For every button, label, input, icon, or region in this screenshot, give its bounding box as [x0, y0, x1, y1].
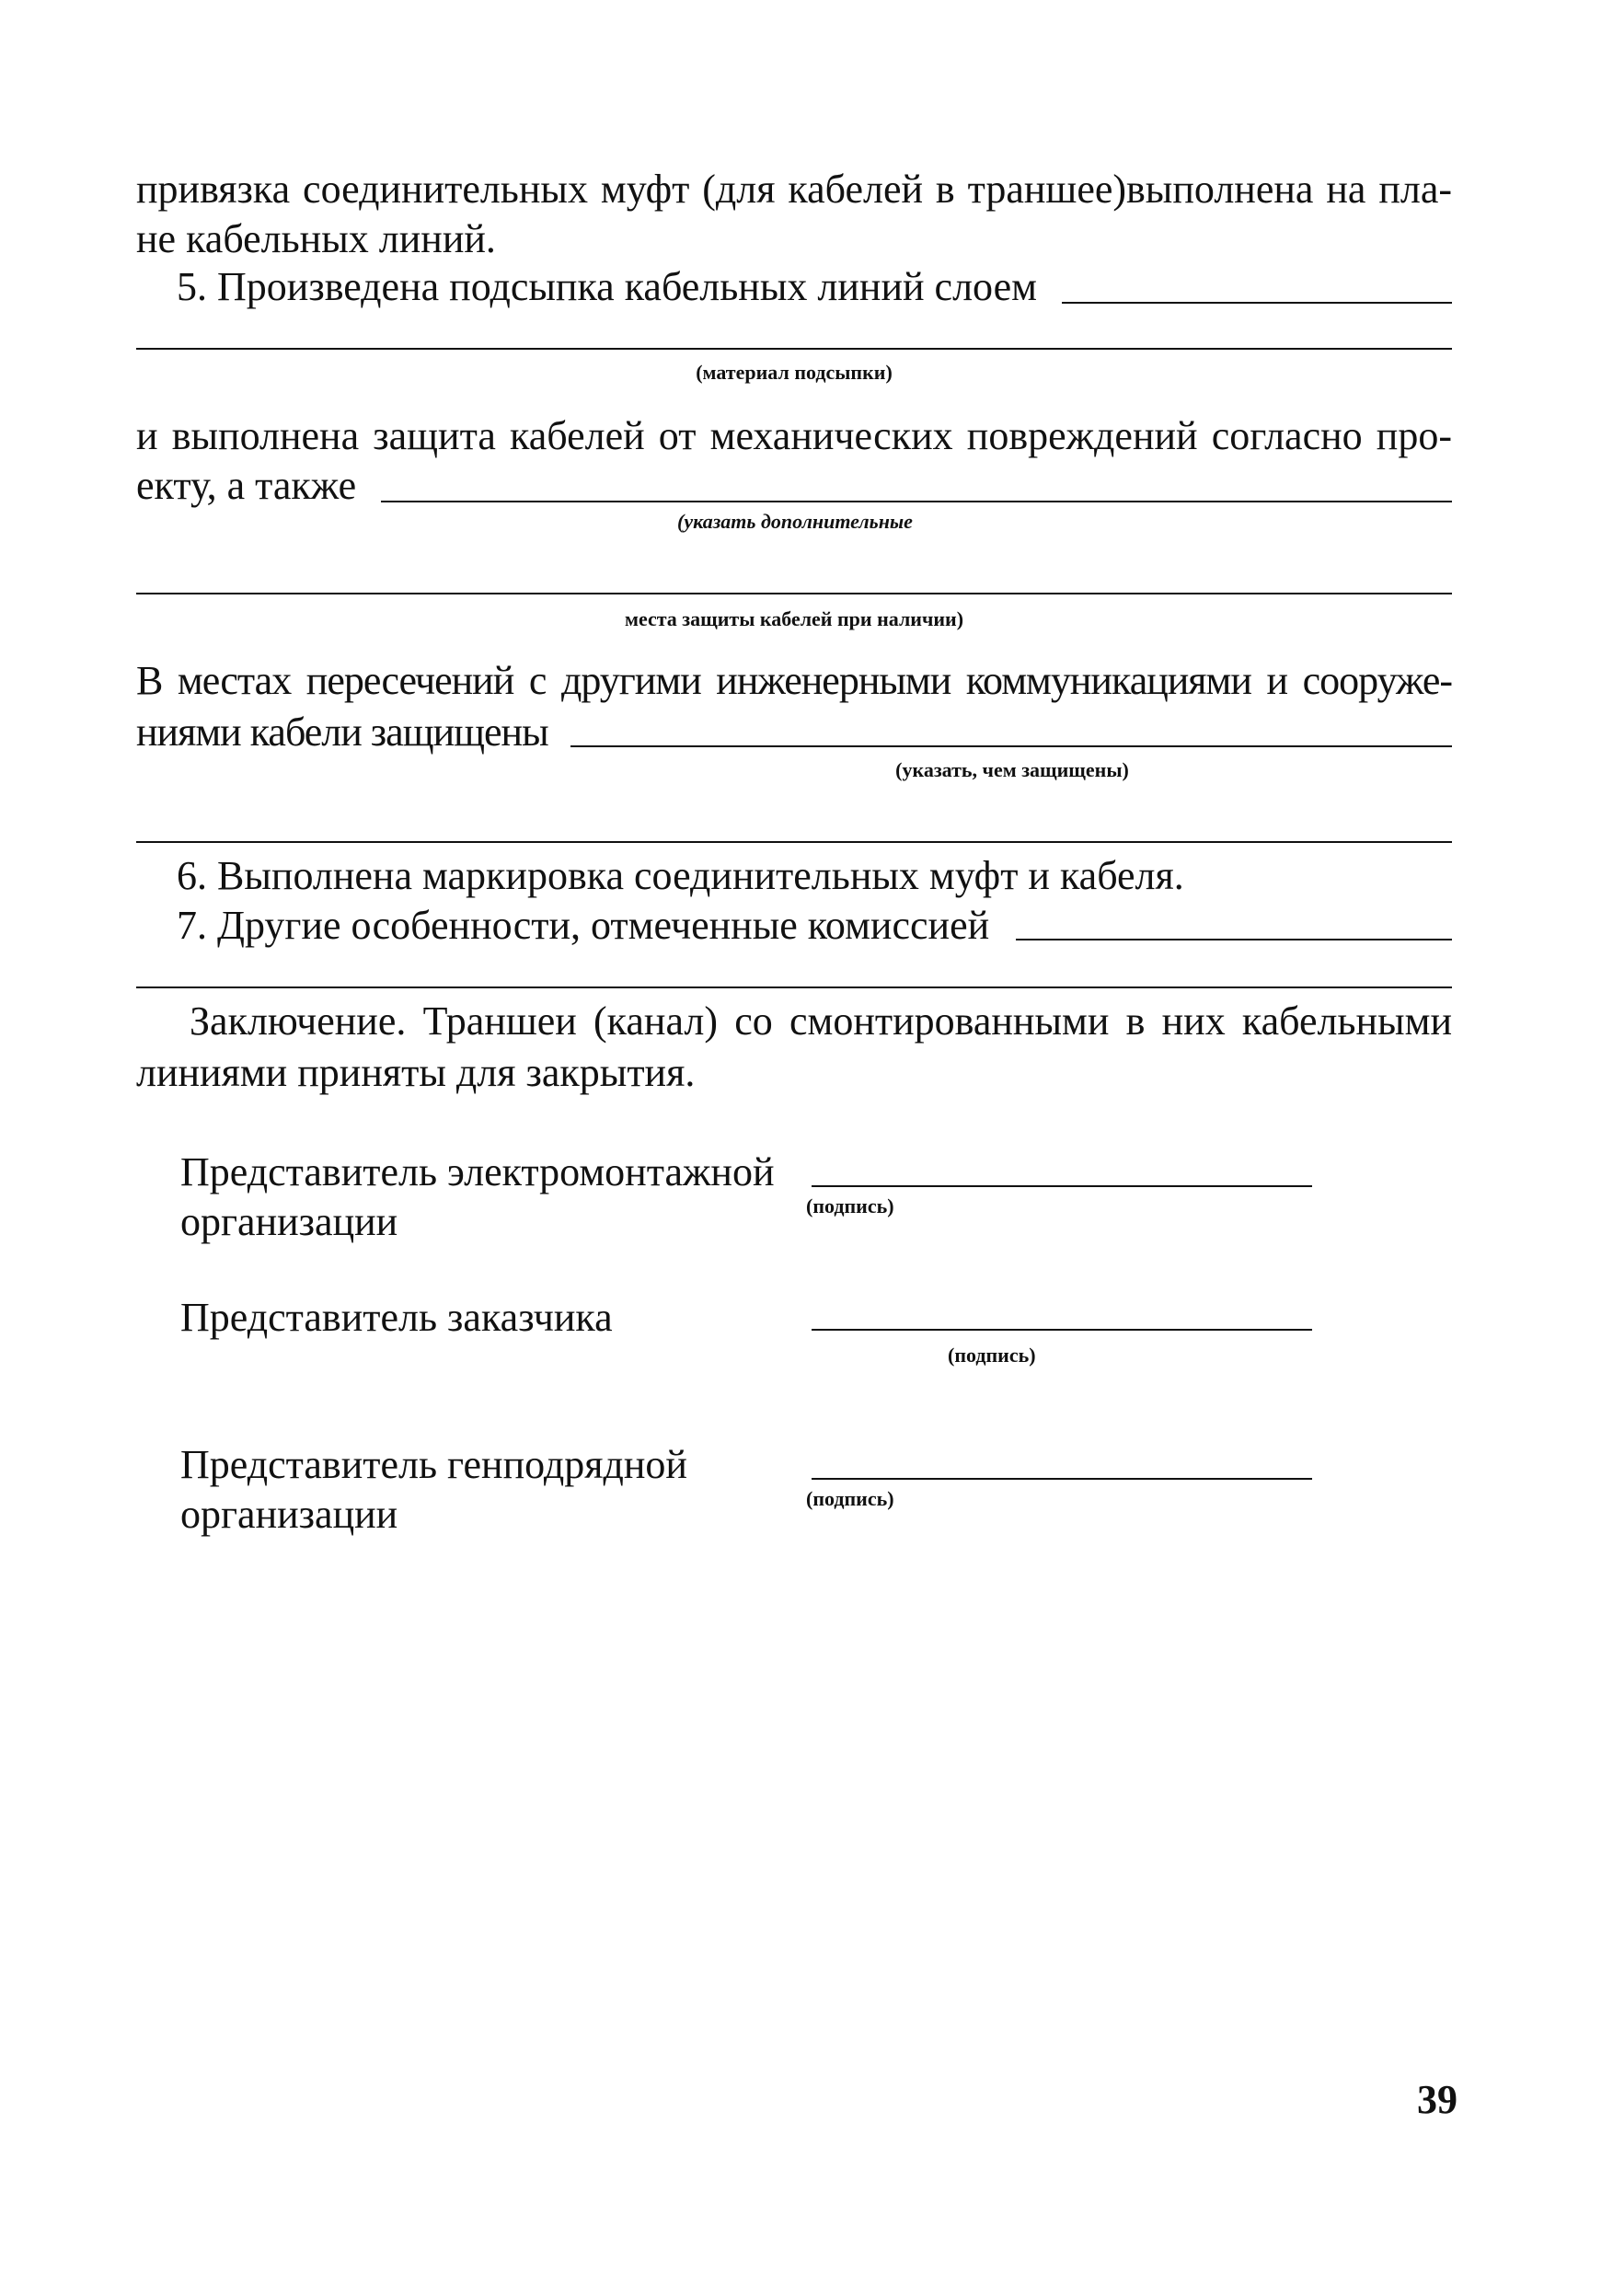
crossing-line-2: ниями кабели защищены [136, 710, 548, 755]
signature-2-role: Представитель заказчика [180, 1295, 613, 1340]
protection-line-1: и выполнена защита кабелей от механических повреждений согласно про- [136, 413, 1452, 458]
signature-1-role-line2: организации [180, 1199, 398, 1244]
item7-text: 7. Другие особенности, отмеченные комиссией [177, 903, 990, 948]
additional-fill-line [381, 501, 1452, 502]
signature-1-line [812, 1185, 1312, 1187]
item7-fill-line [1016, 939, 1452, 940]
places-fill-line [136, 593, 1452, 594]
conclusion-line-1: Заключение. Траншеи (канал) со смонтированными в них кабельными [190, 998, 1452, 1044]
signature-2-line [812, 1329, 1312, 1331]
signature-2-caption: (подпись) [948, 1344, 1036, 1367]
protection-line-2: екту, а также [136, 463, 357, 508]
signature-3-role: Представитель генподрядной [180, 1442, 687, 1487]
signature-3-role-line2: организации [180, 1492, 398, 1537]
signature-3-caption: (подпись) [806, 1487, 894, 1510]
item5-fill-line [1062, 302, 1452, 304]
item5-text: 5. Произведена подсыпка кабельных линий слоем [177, 264, 1037, 309]
caption-how: (указать, чем защищены) [895, 758, 1129, 781]
conclusion-line-2: линиями приняты для закрытия. [136, 1050, 696, 1095]
intro-line-2: не кабельных линий. [136, 216, 496, 261]
item7-extra-line [136, 986, 1452, 988]
caption-additional: (указать дополнительные [677, 510, 913, 533]
signature-1-role: Представитель электромонтажной [180, 1149, 775, 1194]
intro-line-1: привязка соединительных муфт (для кабелей в траншее)выполнена на пла- [136, 167, 1452, 212]
material-fill-line [136, 348, 1452, 350]
item6-text: 6. Выполнена маркировка соединительных муфт и кабеля. [177, 853, 1184, 898]
crossing-fill-line [570, 745, 1452, 747]
page-number: 39 [1417, 2077, 1457, 2122]
caption-places: места защиты кабелей при наличии) [624, 607, 964, 630]
crossing-extra-line [136, 841, 1452, 843]
caption-material: (материал подсыпки) [696, 361, 893, 384]
crossing-line-1: В местах пересечений с другими инженерными коммуникациями и сооруже- [136, 658, 1452, 703]
signature-3-line [812, 1478, 1312, 1480]
signature-1-caption: (подпись) [806, 1194, 894, 1217]
